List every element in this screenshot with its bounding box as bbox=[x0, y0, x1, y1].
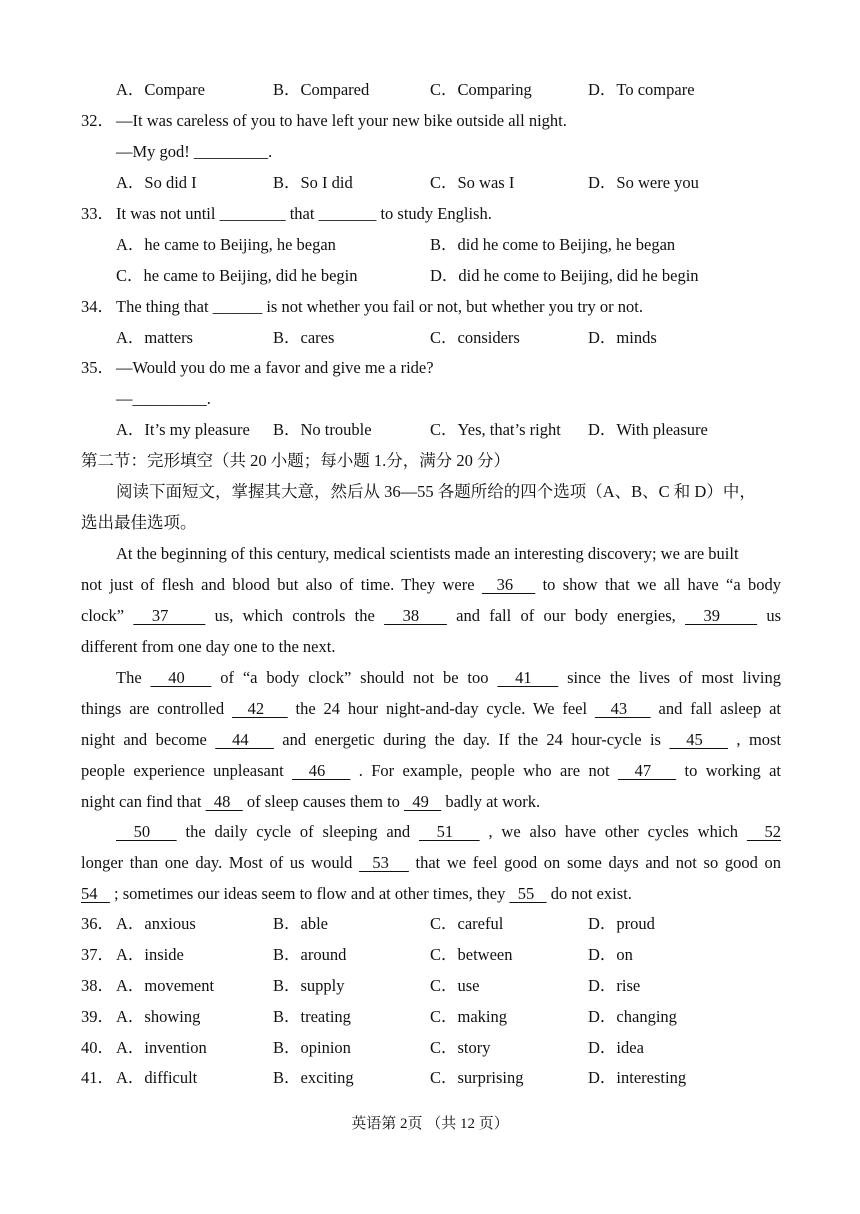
blank-46: 46 bbox=[292, 761, 351, 780]
option-b: B．exciting bbox=[273, 1068, 354, 1087]
passage-text: The bbox=[116, 668, 151, 687]
passage-line bbox=[0, 790, 860, 814]
passage-line bbox=[0, 542, 860, 566]
instructions-line-2 bbox=[0, 511, 860, 535]
blank-37: 37 bbox=[133, 606, 206, 625]
option-d: D．changing bbox=[588, 1007, 677, 1026]
cloze-option-row bbox=[0, 943, 860, 967]
passage-text: to working at bbox=[676, 761, 782, 780]
passage-line bbox=[0, 851, 860, 875]
passage-text: longer than one day. Most of us would bbox=[81, 853, 360, 872]
question-number: 38． bbox=[81, 976, 114, 995]
passage-text: and fall asleep at bbox=[650, 699, 782, 718]
question-number: 41． bbox=[81, 1068, 114, 1087]
blank-36: 36 bbox=[481, 575, 536, 594]
blank-52: 52 bbox=[746, 822, 782, 841]
q33-options-row2 bbox=[0, 264, 860, 288]
answer-prefix: —My god! bbox=[116, 142, 194, 161]
question-number: 33． bbox=[81, 204, 114, 223]
blank-50: 50 bbox=[116, 822, 177, 841]
option-a: A．difficult bbox=[116, 1068, 198, 1087]
blank-41: 41 bbox=[497, 668, 559, 687]
passage-text: night and become bbox=[81, 730, 216, 749]
blank-38: 38 bbox=[384, 606, 447, 625]
page-footer: 英语第 2页 （共 12 页） bbox=[351, 1116, 509, 1132]
blank-53: 53 bbox=[359, 853, 409, 872]
q31-options bbox=[0, 78, 860, 102]
answer-blank: _________ bbox=[193, 142, 269, 161]
passage-text: of “a body clock” should not be too bbox=[211, 668, 498, 687]
option-b: B．treating bbox=[273, 1007, 351, 1026]
option-c: C．careful bbox=[430, 914, 504, 933]
answer-suffix: . bbox=[206, 389, 211, 408]
question-text: —It was careless of you to have left your new bike outside all night. bbox=[116, 111, 567, 130]
option-c: C．story bbox=[430, 1038, 491, 1057]
option-d: D．on bbox=[588, 945, 633, 964]
q34-options bbox=[0, 326, 860, 350]
option-d: D．rise bbox=[588, 976, 641, 995]
option-a: A．showing bbox=[116, 1007, 201, 1026]
option-b: B．cares bbox=[273, 328, 335, 347]
option-b: B．supply bbox=[273, 976, 345, 995]
option-a: A．he came to Beijing, he began bbox=[116, 235, 336, 254]
cloze-option-row bbox=[0, 974, 860, 998]
passage-line bbox=[0, 882, 860, 906]
passage-text: different from one day one to the next. bbox=[81, 637, 336, 656]
option-a: A．anxious bbox=[116, 914, 196, 933]
passage-text: clock” bbox=[81, 606, 134, 625]
cloze-option-row bbox=[0, 1005, 860, 1029]
option-a: A．inside bbox=[116, 945, 184, 964]
option-a: A．invention bbox=[116, 1038, 207, 1057]
answer-prefix: — bbox=[116, 389, 133, 408]
cloze-option-row bbox=[0, 1066, 860, 1090]
passage-text: badly at work. bbox=[441, 792, 541, 811]
blank-42: 42 bbox=[231, 699, 288, 718]
option-d: D．did he come to Beijing, did he begin bbox=[430, 266, 699, 285]
question-number: 39． bbox=[81, 1007, 114, 1026]
passage-line bbox=[0, 635, 860, 659]
q35-answer-line bbox=[0, 387, 860, 411]
passage-line bbox=[0, 604, 860, 628]
q33-stem bbox=[0, 202, 860, 226]
option-a: A．matters bbox=[116, 328, 193, 347]
q35-stem bbox=[0, 356, 860, 380]
cloze-option-row bbox=[0, 1036, 860, 1060]
question-number: 40． bbox=[81, 1038, 114, 1057]
instructions-line-1 bbox=[0, 480, 860, 504]
option-d: D．To compare bbox=[588, 80, 695, 99]
option-c: C．Comparing bbox=[430, 80, 532, 99]
passage-text: night can find that bbox=[81, 792, 206, 811]
instructions-text: 选出最佳选项。 bbox=[81, 513, 197, 532]
option-c: C．making bbox=[430, 1007, 507, 1026]
instructions-text: 阅读下面短文，掌握其大意，然后从 36—55 各题所给的四个选项（A、B、C 和 D）中， bbox=[116, 482, 756, 501]
option-d: D．So were you bbox=[588, 173, 699, 192]
blank-43: 43 bbox=[594, 699, 651, 718]
blank-54: 54 bbox=[81, 884, 110, 903]
option-c: C．surprising bbox=[430, 1068, 524, 1087]
blank-40: 40 bbox=[150, 668, 212, 687]
question-text: —Would you do me a favor and give me a ride? bbox=[116, 358, 434, 377]
passage-text: . For example, people who are not bbox=[350, 761, 618, 780]
passage-line bbox=[0, 697, 860, 721]
option-a: A．movement bbox=[116, 976, 215, 995]
question-number: 36． bbox=[81, 914, 114, 933]
blank-48: 48 bbox=[205, 792, 243, 811]
blank-44: 44 bbox=[215, 730, 274, 749]
option-c: C．between bbox=[430, 945, 513, 964]
passage-text: people experience unpleasant bbox=[81, 761, 293, 780]
option-d: D．interesting bbox=[588, 1068, 687, 1087]
passage-text: since the lives of most living bbox=[558, 668, 782, 687]
question-text: It was not until ________ that _______ to study English. bbox=[116, 204, 492, 223]
passage-text: us, which controls the bbox=[205, 606, 385, 625]
option-a: A．So did I bbox=[116, 173, 197, 192]
option-b: B．able bbox=[273, 914, 328, 933]
option-b: B．opinion bbox=[273, 1038, 351, 1057]
passage-text: of sleep causes them to bbox=[242, 792, 405, 811]
passage-text: ; sometimes our ideas seem to flow and at other times, they bbox=[109, 884, 510, 903]
question-number: 37． bbox=[81, 945, 114, 964]
section-title: 第二节：完形填空（共 20 小题；每小题 1.分，满分 20 分） bbox=[81, 451, 510, 470]
option-a: A．Compare bbox=[116, 80, 205, 99]
passage-line bbox=[0, 759, 860, 783]
passage-text: At the beginning of this century, medical scientists made an interesting discovery; we are built bbox=[116, 544, 739, 563]
passage-text: us bbox=[757, 606, 782, 625]
q32-stem bbox=[0, 109, 860, 133]
option-d: D．With pleasure bbox=[588, 420, 708, 439]
blank-39: 39 bbox=[685, 606, 758, 625]
cloze-option-row bbox=[0, 912, 860, 936]
blank-47: 47 bbox=[617, 761, 677, 780]
q32-answer-line bbox=[0, 140, 860, 164]
blank-51: 51 bbox=[418, 822, 480, 841]
passage-text: the 24 hour night-and-day cycle. We feel bbox=[287, 699, 595, 718]
question-text: The thing that ______ is not whether you fail or not, but whether you try or not. bbox=[116, 297, 643, 316]
passage-text: things are controlled bbox=[81, 699, 232, 718]
passage-text: not just of flesh and blood but also of time. They were bbox=[81, 575, 482, 594]
answer-blank: _________ bbox=[132, 389, 207, 408]
passage-text: , most bbox=[727, 730, 782, 749]
passage-line bbox=[0, 820, 860, 844]
passage-text: the daily cycle of sleeping and bbox=[176, 822, 419, 841]
option-b: B．did he come to Beijing, he began bbox=[430, 235, 676, 254]
option-c: C．Yes, that’s right bbox=[430, 420, 561, 439]
question-number: 35． bbox=[81, 358, 114, 377]
passage-text: and fall of our body energies, bbox=[446, 606, 686, 625]
option-c: C．So was I bbox=[430, 173, 515, 192]
passage-text: do not exist. bbox=[546, 884, 632, 903]
q32-options bbox=[0, 171, 860, 195]
option-b: B．around bbox=[273, 945, 347, 964]
option-d: D．proud bbox=[588, 914, 655, 933]
blank-49: 49 bbox=[404, 792, 442, 811]
passage-text: to show that we all have “a body bbox=[535, 575, 781, 594]
option-d: D．idea bbox=[588, 1038, 644, 1057]
option-d: D．minds bbox=[588, 328, 657, 347]
passage-text: that we feel good on some days and not so good on bbox=[408, 853, 782, 872]
question-number: 34． bbox=[81, 297, 114, 316]
option-b: B．No trouble bbox=[273, 420, 372, 439]
passage-text: and energetic during the day. If the 24 hour-cycle is bbox=[273, 730, 670, 749]
passage-line bbox=[0, 573, 860, 597]
option-c: C．use bbox=[430, 976, 480, 995]
option-b: B．So I did bbox=[273, 173, 353, 192]
blank-45: 45 bbox=[669, 730, 728, 749]
section-heading bbox=[0, 449, 860, 473]
option-a: A．It’s my pleasure bbox=[116, 420, 250, 439]
passage-text: , we also have other cycles which bbox=[479, 822, 747, 841]
q35-options bbox=[0, 418, 860, 442]
passage-line bbox=[0, 728, 860, 752]
answer-suffix: . bbox=[268, 142, 273, 161]
q33-options-row1 bbox=[0, 233, 860, 257]
option-c: C．he came to Beijing, did he begin bbox=[116, 266, 358, 285]
option-b: B．Compared bbox=[273, 80, 370, 99]
question-number: 32． bbox=[81, 111, 114, 130]
q34-stem bbox=[0, 295, 860, 319]
option-c: C．considers bbox=[430, 328, 520, 347]
blank-55: 55 bbox=[509, 884, 547, 903]
passage-line bbox=[0, 666, 860, 690]
